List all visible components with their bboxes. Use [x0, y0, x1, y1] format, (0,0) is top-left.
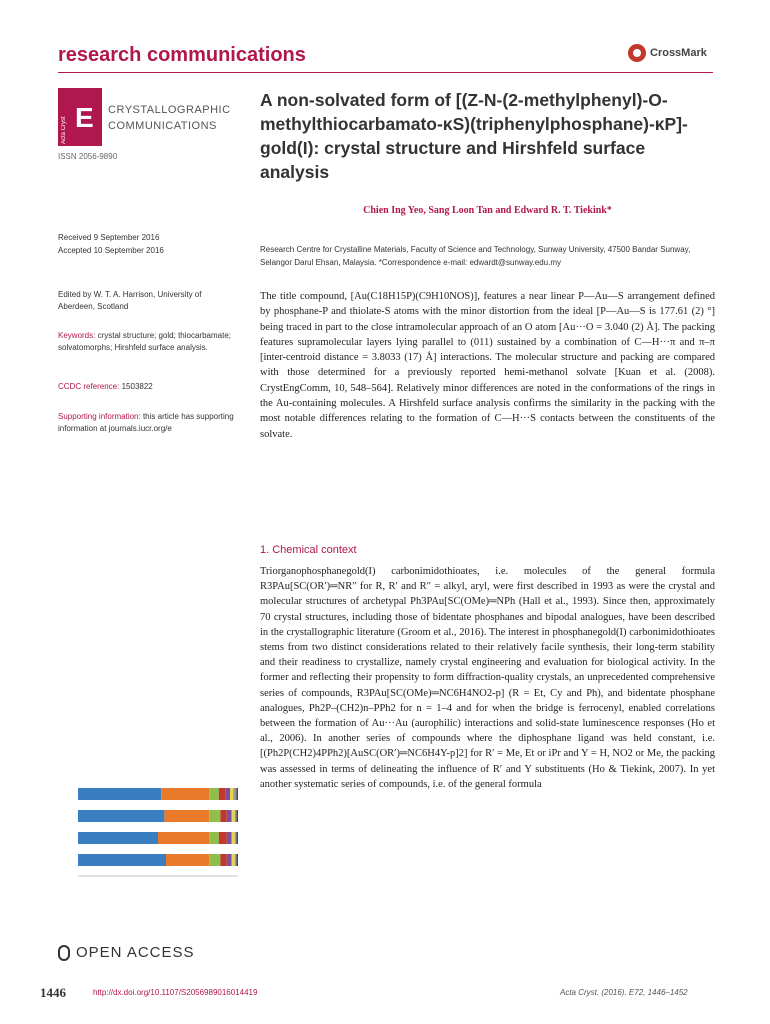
chart-bar-segment: [227, 854, 232, 866]
authors: Chien Ing Yeo, Sang Loon Tan and Edward R. T. Tiekink*: [363, 205, 612, 216]
chart-bar-segment: [158, 832, 209, 844]
chart-bar-segment: [235, 832, 237, 844]
chart-bar-segment: [161, 788, 209, 800]
chart-bar-segment: [232, 854, 235, 866]
open-lock-icon: [58, 945, 70, 961]
chart-bar-segment: [236, 832, 238, 844]
page-number: 1446: [40, 985, 66, 1000]
chart-bar-segment: [232, 832, 235, 844]
chart-bar-segment: [78, 854, 166, 866]
citation: Acta Cryst. (2016). E72, 1446–1452: [560, 988, 688, 997]
support-label[interactable]: Supporting information:: [58, 412, 141, 421]
journal-name: [108, 102, 231, 134]
chart-bar-segment: [225, 788, 230, 800]
chart-bar-segment: [227, 832, 232, 844]
header-rule: [58, 72, 713, 73]
article-title: A non-solvated form of [(Z-N-(2-methylphenyl)-O-methylthiocarbamato-κS)(triphenylphosphane)-κP]-gold(I): crystal structure and Hirshfeld surface analysis: [260, 90, 688, 182]
keywords-block: [58, 330, 238, 354]
crossmark-icon: [628, 44, 646, 62]
section-body: Triorganophosphanegold(I) carbonimidothioates, i.e. molecules of the general formula R3PAu[SC(OR′)═NR″ for R, R′ and R″ = alkyl, aryl, were first described in 1993 as were the crystal and molecular structures of archetypal Ph3PAu[SC(OMe)═NPh (Hall et al., 1993). Since then, approximately 70 crystal structures, including those of bidentate phosphanes and bipodal analogues, have been described in the crystallographic literature (Groom et al., 2016). The interest in phosphanegold(I) carbonimidothioates stems from two distinct considerations related to their relatively facile synthesis, their long-term stability and their readiness to crystallize, namely crystal engineering and evaluation for biological activity. In the former and reflecting their propensity to form diffraction-quality crystals, an unprecedented comprehensive series of compounds, R3PAu[SC(OMe)═NC6H4NO2-p] (R = Et, Cy and Ph), and bidentate phosphane analogues, Ph2P–(CH2)n–PPh2 for n = 1–4 and for when the bridge is ferrocenyl, enabled correlations between the formation of Au···Au (aurophilic) interactions and solid-state luminescence responses (Ho et al., 2006). In another series of compounds where the diphosphane ligand was held constant, i.e. [(Ph2P(CH2)4PPh2)[AuSC(OR′)═NC6H4Y-p]2] for R′ = Me, Et or iPr and Y = H, NO2 or Me, the packing was assessed in terms of delineating the influence of R′ and Y substituents (Ho & Tiekink, 2007). In yet another systematic series of compounds, i.e. of the general formula: [260, 566, 715, 790]
chart-bar-segment: [219, 832, 227, 844]
section-title: 1. Chemical context: [260, 544, 357, 556]
chart-bar-segment: [236, 810, 238, 822]
ccdc-block: [58, 381, 238, 393]
chart-bar-segment: [209, 810, 220, 822]
chart-bar-segment: [219, 788, 225, 800]
chart-bar-segment: [235, 854, 237, 866]
chart-bar-segment: [230, 788, 233, 800]
crossmark-badge[interactable]: [628, 44, 707, 62]
chart-bar-segment: [236, 854, 238, 866]
chart-bar-segment: [236, 788, 238, 800]
chart-bar-segment: [78, 810, 164, 822]
section-heading: research communications: [58, 44, 306, 66]
chart-bar-segment: [209, 854, 220, 866]
chart-bar-segment: [164, 810, 209, 822]
chart-bar-segment: [233, 788, 236, 800]
ccdc-label: CCDC reference:: [58, 382, 120, 391]
crossmark-label: CrossMark: [650, 47, 707, 59]
keywords-label: Keywords:: [58, 331, 96, 340]
journal-logo-side-text: Acta Cryst: [61, 116, 67, 144]
journal-logo: [58, 88, 102, 146]
chart-bar-segment: [227, 810, 232, 822]
journal-name-line1: CRYSTALLOGRAPHIC: [108, 104, 231, 116]
ccdc-value: 1503822: [121, 382, 153, 391]
chart-bar-segment: [235, 810, 237, 822]
doi-link[interactable]: http://dx.doi.org/10.1107/S2056989016014419: [93, 988, 258, 997]
chart-bar-segment: [209, 832, 219, 844]
chart-bar-segment: [209, 788, 219, 800]
accepted-date: Accepted 10 September 2016: [58, 246, 164, 255]
open-access-badge: [58, 944, 195, 961]
chart-bar-segment: [220, 810, 226, 822]
chart-bar-segment: [78, 832, 158, 844]
support-text: this article has supporting information at journals.iucr.org/e: [58, 412, 234, 433]
received-date: Received 9 September 2016: [58, 233, 160, 242]
open-access-label: OPEN ACCESS: [76, 944, 195, 961]
keywords-text: crystal structure; gold; thiocarbamate; solvatomorphs; Hirshfeld surface analysis.: [58, 331, 231, 352]
issn: ISSN 2056-9890: [58, 152, 118, 161]
chart-bar-segment: [166, 854, 209, 866]
journal-name-line2: COMMUNICATIONS: [108, 120, 217, 132]
support-block: [58, 411, 238, 435]
affiliation: Research Centre for Crystalline Materials, Faculty of Science and Technology, Sunway University, 47500 Bandar Sunway, Selangor Darul Ehsan, Malaysia. *Correspondence e-mail: edwardt@sunway.edu.my: [260, 245, 691, 267]
abstract: The title compound, [Au(C18H15P)(C9H10NOS)], features a near linear P—Au—S arrangement defined by phosphane-P and thiolate-S atoms with the minor distortion from the ideal [P—Au—S is 177.61 (2) °] being traced in part to the close intramolecular approach of an O atom [Au···O = 3.040 (2) Å]. The packing features supramolecular layers lying parallel to (011) sustained by a combination of C—H···π and π–π [inter-centroid distance = 3.8033 (17) Å] interactions. The molecular structure and packing are compared with those determined for a previously reported hemi-methanol solvate [Kuan et al. (2008). CrystEngComm, 10, 548–564]. Relatively minor differences are noted in the conformations of the rings in the Au-containing molecules. A Hirshfeld surface analysis confirms the similarity in the packing with the most notable differences relating to the formation of C—H···S contacts between the constituents of the solvate.: [260, 291, 715, 440]
editor-note: Edited by W. T. A. Harrison, University of Aberdeen, Scotland: [58, 290, 202, 311]
chart-bar-segment: [232, 810, 235, 822]
chart-bar-segment: [220, 854, 226, 866]
hirshfeld-chart: [58, 770, 248, 940]
chart-bar-segment: [78, 788, 161, 800]
journal-logo-letter: E: [75, 102, 94, 133]
